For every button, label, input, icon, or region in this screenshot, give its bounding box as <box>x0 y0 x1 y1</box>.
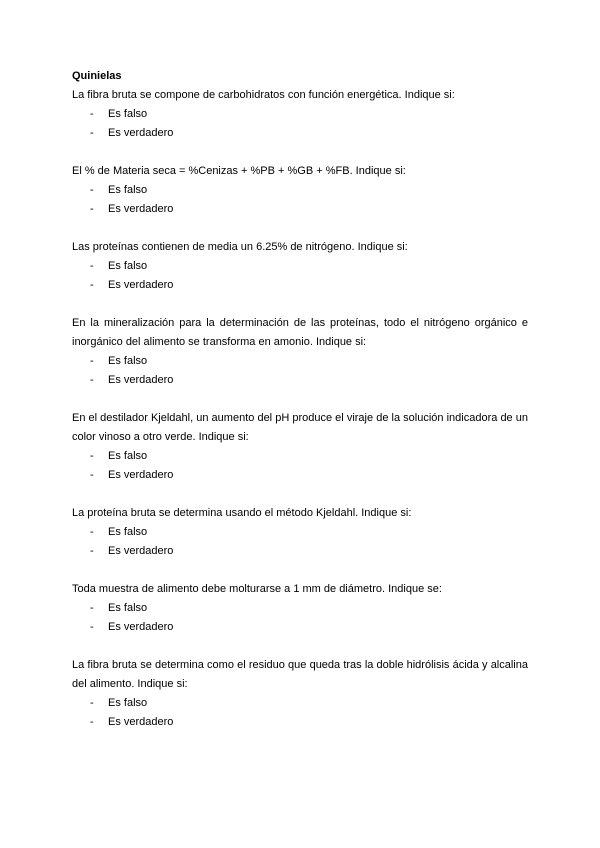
spacer <box>72 219 528 238</box>
option-item <box>72 105 528 124</box>
option-item <box>72 694 528 713</box>
dash-bullet: - <box>90 260 94 272</box>
option-label: Es verdadero <box>108 469 174 481</box>
question-2 <box>72 162 528 219</box>
option-label: Es verdadero <box>108 545 174 557</box>
option-item <box>72 257 528 276</box>
option-list <box>72 447 528 485</box>
dash-bullet: - <box>90 469 94 481</box>
option-item <box>72 276 528 295</box>
spacer <box>72 485 528 504</box>
option-item <box>72 466 528 485</box>
dash-bullet: - <box>90 716 94 728</box>
question-stem: La proteína bruta se determina usando el método Kjeldahl. Indique si: <box>72 507 412 519</box>
option-label: Es falso <box>108 697 148 709</box>
option-label: Es verdadero <box>108 279 174 291</box>
dash-bullet: - <box>90 374 94 386</box>
option-list <box>72 257 528 295</box>
dash-bullet: - <box>90 127 94 139</box>
dash-bullet: - <box>90 279 94 291</box>
dash-bullet: - <box>90 697 94 709</box>
question-stem: La fibra bruta se determina como el residuo que queda tras la doble hidrólisis ácida y alcalina del alimento. Indique si: <box>72 659 528 690</box>
option-label: Es verdadero <box>108 127 174 139</box>
option-label: Es verdadero <box>108 203 174 215</box>
dash-bullet: - <box>90 602 94 614</box>
option-item <box>72 371 528 390</box>
option-item <box>72 447 528 466</box>
document-title: Quinielas <box>72 70 122 82</box>
dash-bullet: - <box>90 184 94 196</box>
spacer <box>72 390 528 409</box>
option-label: Es verdadero <box>108 621 174 633</box>
option-item <box>72 713 528 732</box>
option-label: Es falso <box>108 184 148 196</box>
option-item <box>72 542 528 561</box>
option-list <box>72 523 528 561</box>
question-stem: La fibra bruta se compone de carbohidratos con función energética. Indique si: <box>72 89 455 101</box>
spacer <box>72 143 528 162</box>
dash-bullet: - <box>90 450 94 462</box>
option-item <box>72 352 528 371</box>
question-stem: En la mineralización para la determinación de las proteínas, todo el nitrógeno orgánico e inorgánico del alimento se transforma en amonio. Indique si: <box>72 317 528 348</box>
option-item <box>72 618 528 637</box>
dash-bullet: - <box>90 108 94 120</box>
question-5 <box>72 409 528 485</box>
option-list <box>72 599 528 637</box>
question-stem: El % de Materia seca = %Cenizas + %PB + %GB + %FB. Indique si: <box>72 165 406 177</box>
question-3 <box>72 238 528 295</box>
dash-bullet: - <box>90 526 94 538</box>
option-list <box>72 181 528 219</box>
dash-bullet: - <box>90 355 94 367</box>
option-label: Es falso <box>108 602 148 614</box>
option-label: Es falso <box>108 450 148 462</box>
option-label: Es falso <box>108 260 148 272</box>
spacer <box>72 561 528 580</box>
option-label: Es falso <box>108 355 148 367</box>
option-label: Es falso <box>108 526 148 538</box>
question-4 <box>72 314 528 390</box>
question-stem: En el destilador Kjeldahl, un aumento del pH produce el viraje de la solución indicadora de un color vinoso a otro verde. Indique si: <box>72 412 528 443</box>
dash-bullet: - <box>90 203 94 215</box>
spacer <box>72 295 528 314</box>
dash-bullet: - <box>90 621 94 633</box>
spacer <box>72 637 528 656</box>
option-label: Es verdadero <box>108 716 174 728</box>
option-item <box>72 599 528 618</box>
option-item <box>72 124 528 143</box>
document-page <box>72 67 528 732</box>
option-list <box>72 694 528 732</box>
option-item <box>72 523 528 542</box>
question-7 <box>72 580 528 637</box>
question-8 <box>72 656 528 732</box>
option-list <box>72 105 528 143</box>
option-item <box>72 200 528 219</box>
dash-bullet: - <box>90 545 94 557</box>
question-stem: Toda muestra de alimento debe molturarse a 1 mm de diámetro. Indique se: <box>72 583 442 595</box>
option-list <box>72 352 528 390</box>
option-item <box>72 181 528 200</box>
question-1 <box>72 86 528 143</box>
question-stem: Las proteínas contienen de media un 6.25% de nitrógeno. Indique si: <box>72 241 408 253</box>
option-label: Es falso <box>108 108 148 120</box>
question-6 <box>72 504 528 561</box>
option-label: Es verdadero <box>108 374 174 386</box>
